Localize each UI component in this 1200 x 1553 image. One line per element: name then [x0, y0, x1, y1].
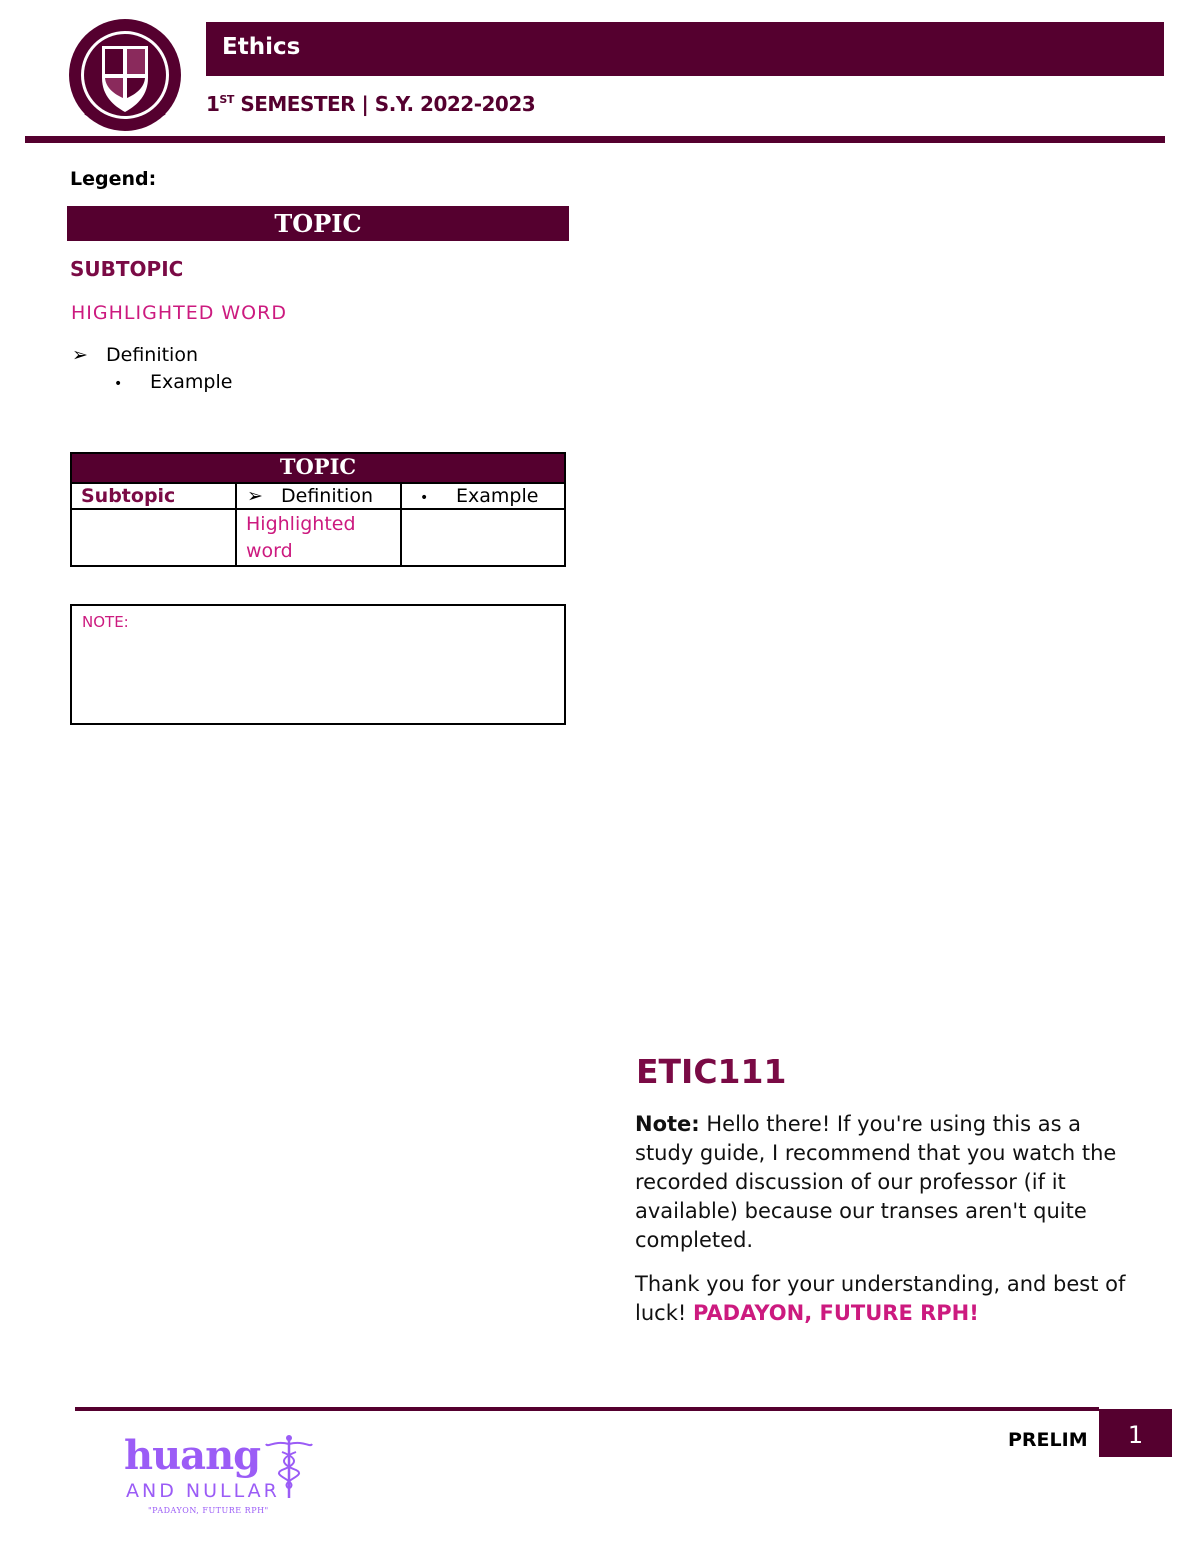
logo-tagline: "PADAYON, FUTURE RPH": [148, 1506, 269, 1515]
padayon-text: PADAYON, FUTURE RPH!: [692, 1301, 979, 1325]
legend-example: • Example: [114, 371, 233, 393]
semester-line: 1ST SEMESTER | S.Y. 2022-2023: [206, 92, 536, 116]
legend-table-topic-header: TOPIC: [71, 453, 565, 483]
legend-label: Legend:: [70, 168, 157, 190]
legend-table-definition: ➢ Definition: [236, 483, 401, 509]
arrow-bullet-icon: ➢: [72, 344, 88, 366]
note-box: [70, 604, 566, 725]
course-thanks-paragraph: Thank you for your understanding, and best of luck! PADAYON, FUTURE RPH!: [635, 1272, 1126, 1325]
legend-table-highlighted-word: Highlighted word: [236, 509, 401, 566]
legend-definition: ➢ Definition: [72, 344, 199, 366]
document-title: Ethics: [222, 34, 301, 60]
document-title-bar: [206, 22, 1164, 76]
logo-main-text: huang: [124, 1432, 261, 1479]
page-number: 1: [1099, 1409, 1172, 1457]
dot-bullet-icon: •: [420, 490, 429, 506]
course-code: ETIC111: [636, 1052, 787, 1091]
legend-topic-bar: TOPIC: [67, 206, 569, 241]
course-note-paragraph: Note: Hello there! If you're using this as a study guide, I recommend that you watch the recorded discussion of our professor (if it available) because our transes aren't quite completed.: [635, 1112, 1117, 1252]
legend-table-example: • Example: [401, 483, 565, 509]
legend-table: [70, 452, 566, 567]
huang-and-nullar-logo: [124, 1434, 324, 1518]
course-note: [635, 1110, 1140, 1343]
university-seal-logo: [66, 16, 184, 134]
table-row: [71, 509, 565, 566]
legend-subtopic: SUBTOPIC: [70, 257, 184, 281]
legend-table-empty-cell: [71, 509, 236, 566]
term-label: PRELIM: [1008, 1429, 1088, 1451]
footer-divider: [75, 1407, 1099, 1411]
logo-sub-text: AND NULLAR: [126, 1480, 280, 1502]
arrow-bullet-icon: ➢: [247, 485, 263, 507]
dot-bullet-icon: •: [114, 376, 123, 392]
header-divider: [25, 136, 1165, 143]
note-box-label: NOTE:: [82, 613, 129, 631]
legend-table-empty-cell: [401, 509, 565, 566]
table-row: [71, 483, 565, 509]
legend-highlighted-word: HIGHLIGHTED WORD: [71, 302, 287, 324]
legend-table-subtopic: Subtopic: [71, 483, 236, 509]
